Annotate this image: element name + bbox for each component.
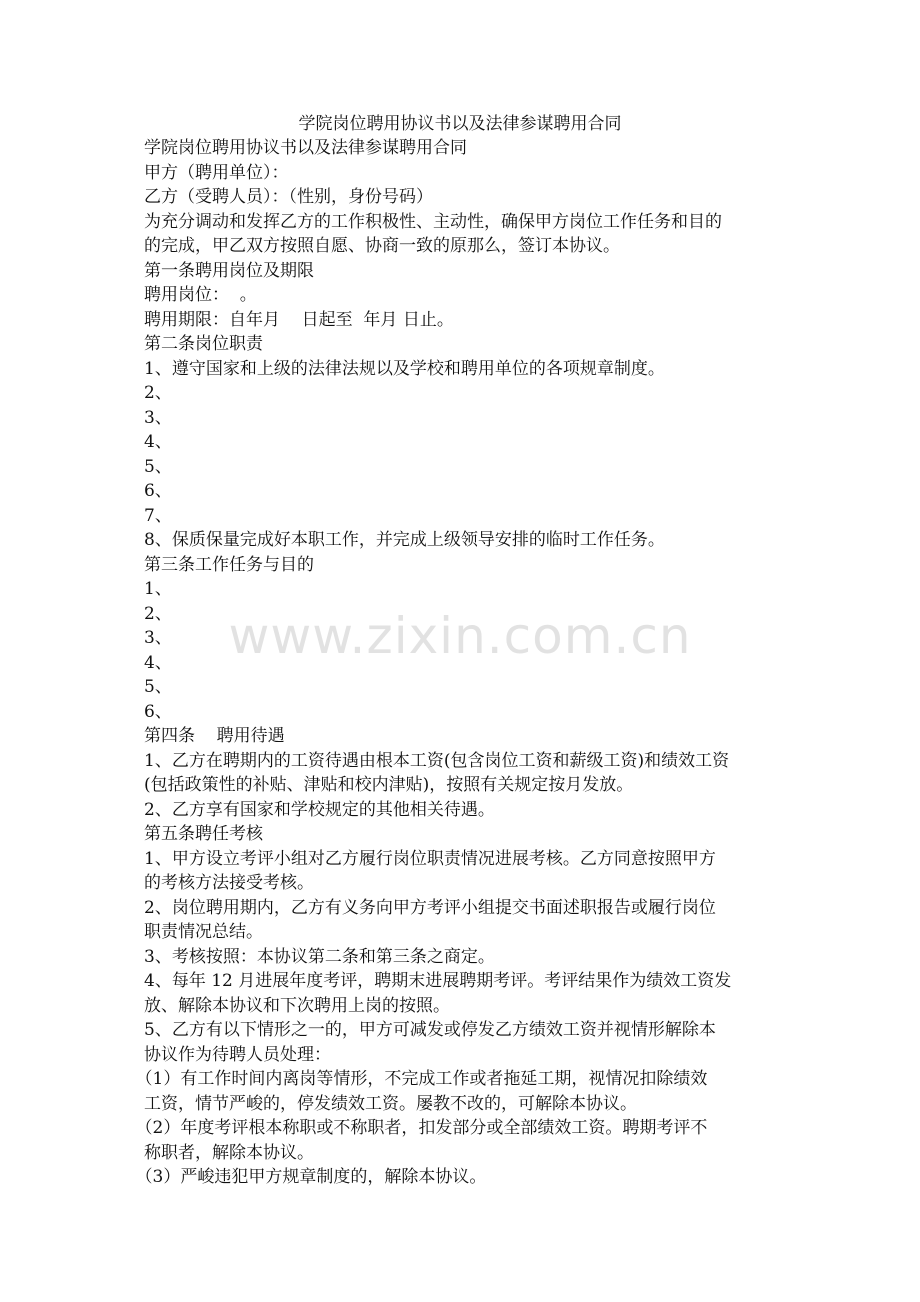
body-line-preamble-2: 的完成，甲乙双方按照自愿、协商一致的原那么，签订本协议。	[144, 236, 620, 256]
list-item-continuation: 的考核方法接受考核。	[144, 873, 314, 893]
list-item: 5、	[144, 456, 172, 477]
list-item: 1、乙方在聘期内的工资待遇由根本工资(包含岗位工资和薪级工资)和绩效工资	[144, 750, 730, 771]
body-line-party-a: 甲方（聘用单位）：	[144, 162, 289, 183]
list-item-continuation: (包括政策性的补贴、津贴和校内津贴)，按照有关规定按月发放。	[144, 775, 634, 795]
list-item: 3、考核按照：本协议第二条和第三条之商定。	[144, 946, 495, 967]
list-item-continuation: 放、解除本协议和下次聘用上岗的按照。	[144, 995, 450, 1016]
list-item: 2、	[144, 383, 172, 403]
watermark-text: www.zixin.com.cn	[228, 607, 692, 665]
body-line-term: 聘用期限：自年月 日起至 年月 日止。	[144, 309, 454, 330]
list-item: 4、	[144, 652, 172, 673]
list-item: 2、	[144, 603, 172, 624]
article-2-heading: 第二条岗位职责	[144, 334, 263, 354]
article-1-heading: 第一条聘用岗位及期限	[144, 260, 314, 281]
document-body	[135, 136, 784, 1190]
list-item: 5、乙方有以下情形之一的，甲方可减发或停发乙方绩效工资并视情形解除本	[144, 1020, 716, 1040]
list-item: 1、遵守国家和上级的法律法规以及学校和聘用单位的各项规章制度。	[144, 358, 665, 379]
list-item: 3、	[144, 407, 172, 428]
body-line-party-b: 乙方（受聘人员）：（性别，身份号码）	[144, 187, 433, 207]
article-3-heading: 第三条工作任务与目的	[144, 554, 314, 575]
list-item: 2、岗位聘用期内，乙方有义务向甲方考评小组提交书面述职报告或履行岗位	[144, 897, 716, 918]
list-item: 1、甲方设立考评小组对乙方履行岗位职责情况进展考核。乙方同意按照甲方	[144, 848, 716, 869]
sub-item: （2）年度考评根本称职或不称职者，扣发部分或全部绩效工资。聘期考评不	[135, 1118, 708, 1138]
list-item: 5、	[144, 677, 172, 697]
article-4-heading: 第四条 聘用待遇	[144, 726, 285, 746]
body-line-position: 聘用岗位： 。	[144, 285, 257, 305]
list-item: 6、	[144, 701, 172, 722]
document-title: 学院岗位聘用协议书以及法律参谋聘用合同	[298, 114, 622, 134]
list-item-continuation: 协议作为待聘人员处理：	[144, 1044, 331, 1065]
list-item: 3、	[144, 628, 172, 648]
list-item: 4、	[144, 432, 172, 452]
sub-item-continuation: 工资，情节严峻的，停发绩效工资。屡教不改的，可解除本协议。	[144, 1093, 637, 1114]
list-item: 7、	[144, 505, 172, 526]
list-item: 1、	[144, 579, 172, 599]
sub-item-continuation: 称职者，解除本协议。	[144, 1142, 314, 1163]
body-line-subtitle: 学院岗位聘用协议书以及法律参谋聘用合同	[144, 138, 467, 158]
list-item: 6、	[144, 481, 172, 501]
list-item: 4、每年 12 月进展年度考评，聘期末进展聘期考评。考评结果作为绩效工资发	[144, 971, 732, 991]
sub-item: （3）严峻违犯甲方规章制度的，解除本协议。	[135, 1167, 487, 1187]
list-item: 8、保质保量完成好本职工作，并完成上级领导安排的临时工作任务。	[144, 530, 665, 550]
list-item-continuation: 职责情况总结。	[144, 922, 263, 942]
body-line-preamble-1: 为充分调动和发挥乙方的工作积极性、主动性，确保甲方岗位工作任务和目的	[144, 211, 722, 232]
sub-item: （1）有工作时间内离岗等情形，不完成工作或者拖延工期，视情况扣除绩效	[135, 1069, 708, 1089]
list-item: 2、乙方享有国家和学校规定的其他相关待遇。	[144, 799, 495, 820]
article-5-heading: 第五条聘任考核	[144, 824, 263, 844]
